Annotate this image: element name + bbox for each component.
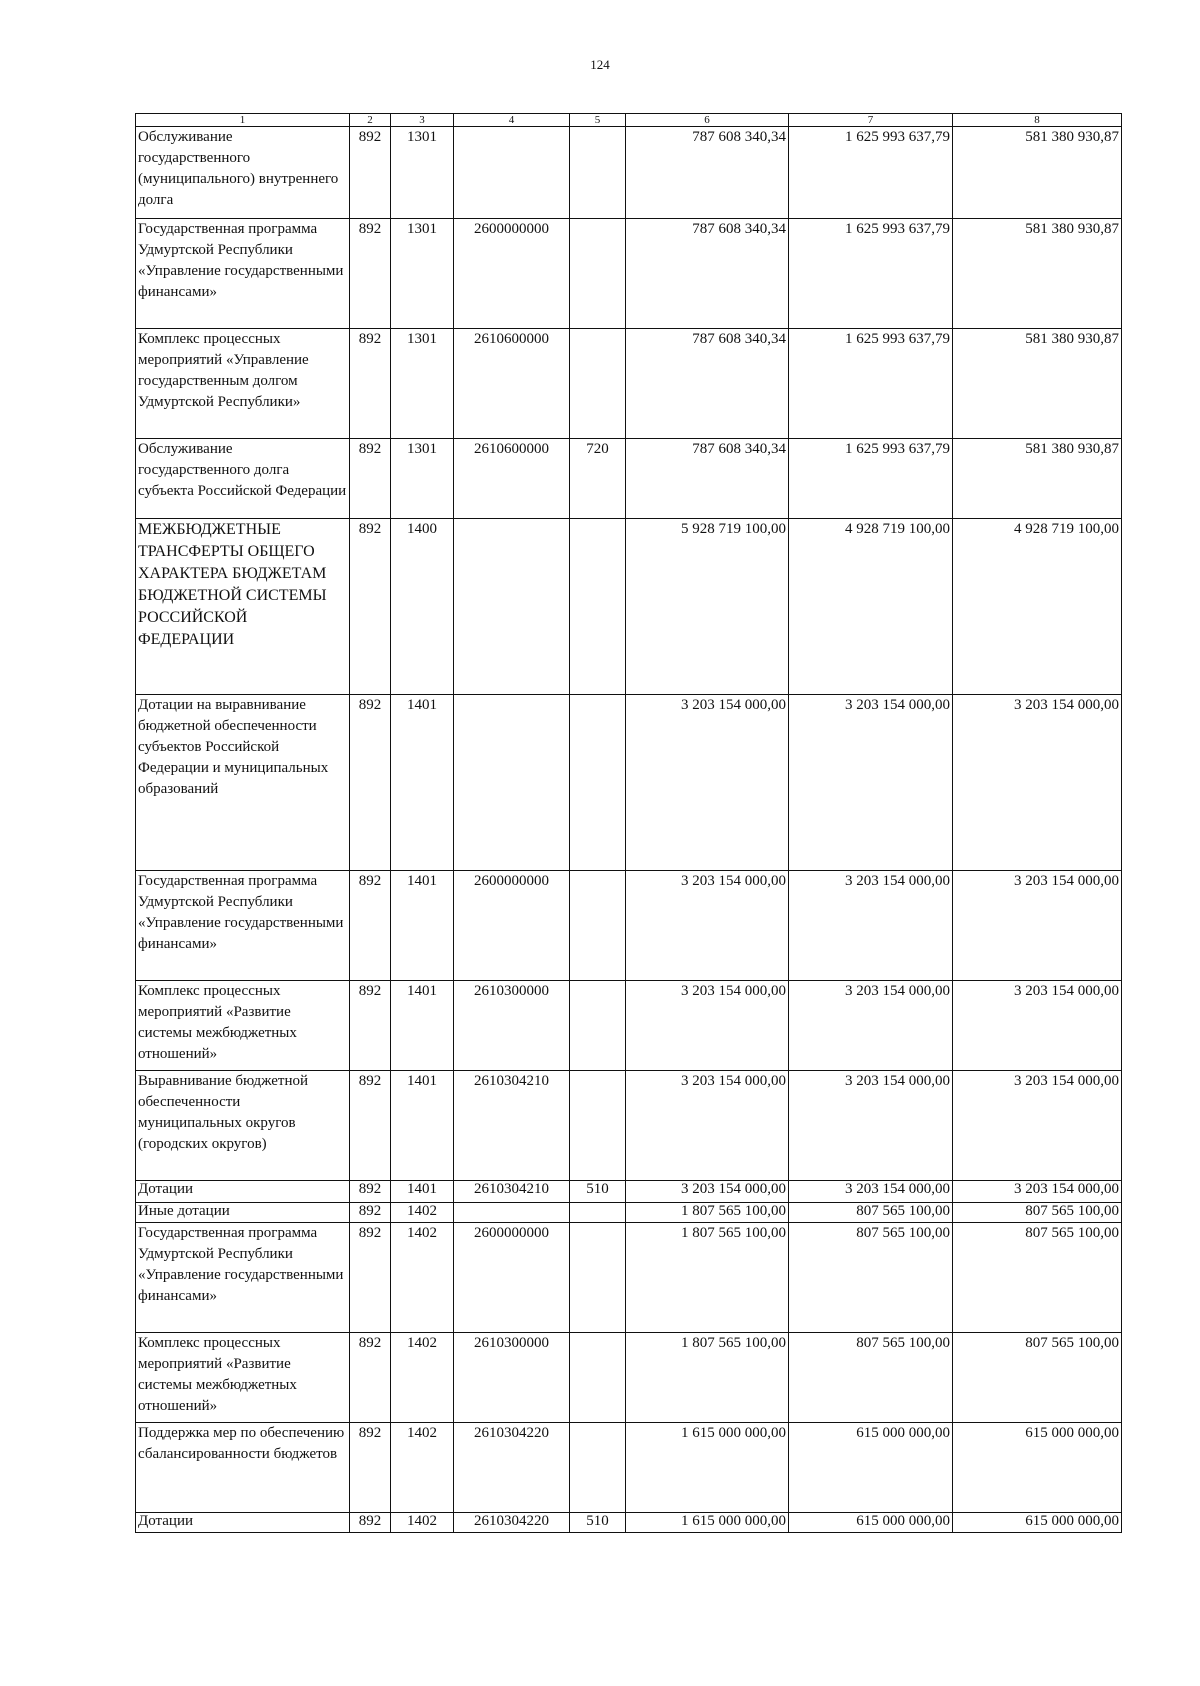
target-article-cell: 2610304210 <box>454 1181 570 1203</box>
row-name-cell: Поддержка мер по обеспечению сбалансированности бюджетов <box>136 1423 350 1513</box>
amount-cell: 807 565 100,00 <box>953 1223 1122 1333</box>
target-article-cell: 2600000000 <box>454 871 570 981</box>
section-code-cell: 1402 <box>391 1223 454 1333</box>
amount-cell: 3 203 154 000,00 <box>953 981 1122 1071</box>
section-code-cell: 1401 <box>391 871 454 981</box>
amount-cell: 807 565 100,00 <box>789 1333 953 1423</box>
amount-cell: 1 625 993 637,79 <box>789 219 953 329</box>
row-name-cell: Комплекс процессных мероприятий «Развитие системы межбюджетных отношений» <box>136 981 350 1071</box>
expense-type-cell <box>570 1423 626 1513</box>
admin-code-cell: 892 <box>350 1333 391 1423</box>
amount-cell: 4 928 719 100,00 <box>789 519 953 695</box>
admin-code-cell: 892 <box>350 1223 391 1333</box>
column-header: 1 <box>136 114 350 127</box>
amount-cell: 3 203 154 000,00 <box>789 1181 953 1203</box>
target-article-cell: 2610600000 <box>454 329 570 439</box>
expense-type-cell <box>570 1333 626 1423</box>
column-header: 4 <box>454 114 570 127</box>
section-code-cell: 1402 <box>391 1203 454 1223</box>
expense-type-cell <box>570 1071 626 1181</box>
amount-cell: 807 565 100,00 <box>789 1223 953 1333</box>
expense-type-cell: 510 <box>570 1513 626 1533</box>
target-article-cell <box>454 1203 570 1223</box>
expense-type-cell: 720 <box>570 439 626 519</box>
amount-cell: 787 608 340,34 <box>626 329 789 439</box>
column-number-header <box>136 114 1122 127</box>
expense-type-cell <box>570 329 626 439</box>
admin-code-cell: 892 <box>350 1513 391 1533</box>
amount-cell: 787 608 340,34 <box>626 127 789 219</box>
admin-code-cell: 892 <box>350 519 391 695</box>
table-row <box>136 695 1122 871</box>
amount-cell: 1 625 993 637,79 <box>789 439 953 519</box>
section-code-cell: 1402 <box>391 1513 454 1533</box>
row-name-cell: Обслуживание государственного долга субъекта Российской Федерации <box>136 439 350 519</box>
section-code-cell: 1402 <box>391 1423 454 1513</box>
admin-code-cell: 892 <box>350 439 391 519</box>
amount-cell: 3 203 154 000,00 <box>953 1071 1122 1181</box>
table-row <box>136 1333 1122 1423</box>
expense-type-cell <box>570 1203 626 1223</box>
expense-type-cell <box>570 127 626 219</box>
section-code-cell: 1301 <box>391 329 454 439</box>
target-article-cell: 2610300000 <box>454 981 570 1071</box>
amount-cell: 615 000 000,00 <box>789 1423 953 1513</box>
expense-type-cell: 510 <box>570 1181 626 1203</box>
target-article-cell: 2600000000 <box>454 1223 570 1333</box>
column-header: 5 <box>570 114 626 127</box>
section-code-cell: 1401 <box>391 981 454 1071</box>
target-article-cell: 2610300000 <box>454 1333 570 1423</box>
section-code-cell: 1401 <box>391 1181 454 1203</box>
row-name-cell: Иные дотации <box>136 1203 350 1223</box>
amount-cell: 581 380 930,87 <box>953 219 1122 329</box>
table-row <box>136 1181 1122 1203</box>
row-name-cell: Дотации <box>136 1181 350 1203</box>
budget-table <box>135 113 1122 1533</box>
table-row <box>136 981 1122 1071</box>
amount-cell: 787 608 340,34 <box>626 439 789 519</box>
target-article-cell <box>454 127 570 219</box>
target-article-cell: 2610304220 <box>454 1513 570 1533</box>
table-row <box>136 219 1122 329</box>
section-code-cell: 1402 <box>391 1333 454 1423</box>
row-name-cell: МЕЖБЮДЖЕТНЫЕ ТРАНСФЕРТЫ ОБЩЕГО ХАРАКТЕРА БЮДЖЕТАМ БЮДЖЕТНОЙ СИСТЕМЫ РОССИЙСКОЙ ФЕДЕРАЦИИ <box>136 519 350 695</box>
amount-cell: 3 203 154 000,00 <box>626 1181 789 1203</box>
amount-cell: 3 203 154 000,00 <box>626 871 789 981</box>
admin-code-cell: 892 <box>350 1423 391 1513</box>
page-number: 124 <box>590 57 610 72</box>
amount-cell: 1 625 993 637,79 <box>789 127 953 219</box>
row-name-cell: Обслуживание государственного (муниципального) внутреннего долга <box>136 127 350 219</box>
table-row <box>136 1423 1122 1513</box>
amount-cell: 807 565 100,00 <box>953 1203 1122 1223</box>
amount-cell: 3 203 154 000,00 <box>953 695 1122 871</box>
amount-cell: 3 203 154 000,00 <box>953 871 1122 981</box>
amount-cell: 1 615 000 000,00 <box>626 1513 789 1533</box>
amount-cell: 807 565 100,00 <box>953 1333 1122 1423</box>
amount-cell: 3 203 154 000,00 <box>626 1071 789 1181</box>
expense-type-cell <box>570 871 626 981</box>
amount-cell: 787 608 340,34 <box>626 219 789 329</box>
admin-code-cell: 892 <box>350 127 391 219</box>
target-article-cell: 2600000000 <box>454 219 570 329</box>
section-code-cell: 1301 <box>391 219 454 329</box>
amount-cell: 3 203 154 000,00 <box>789 871 953 981</box>
admin-code-cell: 892 <box>350 981 391 1071</box>
expense-type-cell <box>570 981 626 1071</box>
amount-cell: 615 000 000,00 <box>953 1513 1122 1533</box>
amount-cell: 1 807 565 100,00 <box>626 1333 789 1423</box>
amount-cell: 1 625 993 637,79 <box>789 329 953 439</box>
amount-cell: 807 565 100,00 <box>789 1203 953 1223</box>
amount-cell: 5 928 719 100,00 <box>626 519 789 695</box>
column-header: 8 <box>953 114 1122 127</box>
row-name-cell: Выравнивание бюджетной обеспеченности муниципальных округов (городских округов) <box>136 1071 350 1181</box>
row-name-cell: Государственная программа Удмуртской Республики «Управление государственными финансами» <box>136 219 350 329</box>
amount-cell: 4 928 719 100,00 <box>953 519 1122 695</box>
admin-code-cell: 892 <box>350 871 391 981</box>
table-row <box>136 1513 1122 1533</box>
row-name-cell: Дотации <box>136 1513 350 1533</box>
row-name-cell: Комплекс процессных мероприятий «Развитие системы межбюджетных отношений» <box>136 1333 350 1423</box>
expense-type-cell <box>570 219 626 329</box>
admin-code-cell: 892 <box>350 695 391 871</box>
table-row <box>136 127 1122 219</box>
table-row <box>136 439 1122 519</box>
table-row <box>136 329 1122 439</box>
column-header: 6 <box>626 114 789 127</box>
row-name-cell: Государственная программа Удмуртской Республики «Управление государственными финансами» <box>136 1223 350 1333</box>
amount-cell: 581 380 930,87 <box>953 329 1122 439</box>
amount-cell: 1 807 565 100,00 <box>626 1223 789 1333</box>
amount-cell: 581 380 930,87 <box>953 439 1122 519</box>
amount-cell: 615 000 000,00 <box>789 1513 953 1533</box>
admin-code-cell: 892 <box>350 1203 391 1223</box>
admin-code-cell: 892 <box>350 329 391 439</box>
row-name-cell: Государственная программа Удмуртской Республики «Управление государственными финансами» <box>136 871 350 981</box>
amount-cell: 581 380 930,87 <box>953 127 1122 219</box>
table-row <box>136 871 1122 981</box>
column-header: 7 <box>789 114 953 127</box>
column-header: 3 <box>391 114 454 127</box>
target-article-cell: 2610304220 <box>454 1423 570 1513</box>
amount-cell: 3 203 154 000,00 <box>789 981 953 1071</box>
table-row <box>136 519 1122 695</box>
admin-code-cell: 892 <box>350 1071 391 1181</box>
amount-cell: 3 203 154 000,00 <box>626 695 789 871</box>
table-body <box>136 127 1122 1533</box>
amount-cell: 3 203 154 000,00 <box>789 695 953 871</box>
target-article-cell <box>454 695 570 871</box>
amount-cell: 3 203 154 000,00 <box>626 981 789 1071</box>
table-row <box>136 1071 1122 1181</box>
section-code-cell: 1301 <box>391 127 454 219</box>
expense-type-cell <box>570 519 626 695</box>
admin-code-cell: 892 <box>350 1181 391 1203</box>
amount-cell: 615 000 000,00 <box>953 1423 1122 1513</box>
table-row <box>136 1203 1122 1223</box>
expense-type-cell <box>570 695 626 871</box>
amount-cell: 1 807 565 100,00 <box>626 1203 789 1223</box>
expense-type-cell <box>570 1223 626 1333</box>
table-row <box>136 1223 1122 1333</box>
column-header: 2 <box>350 114 391 127</box>
section-code-cell: 1400 <box>391 519 454 695</box>
section-code-cell: 1401 <box>391 695 454 871</box>
target-article-cell <box>454 519 570 695</box>
amount-cell: 3 203 154 000,00 <box>789 1071 953 1181</box>
amount-cell: 1 615 000 000,00 <box>626 1423 789 1513</box>
section-code-cell: 1401 <box>391 1071 454 1181</box>
amount-cell: 3 203 154 000,00 <box>953 1181 1122 1203</box>
row-name-cell: Комплекс процессных мероприятий «Управление государственным долгом Удмуртской Республики» <box>136 329 350 439</box>
section-code-cell: 1301 <box>391 439 454 519</box>
target-article-cell: 2610600000 <box>454 439 570 519</box>
row-name-cell: Дотации на выравнивание бюджетной обеспеченности субъектов Российской Федерации и муниципальных образований <box>136 695 350 871</box>
target-article-cell: 2610304210 <box>454 1071 570 1181</box>
admin-code-cell: 892 <box>350 219 391 329</box>
